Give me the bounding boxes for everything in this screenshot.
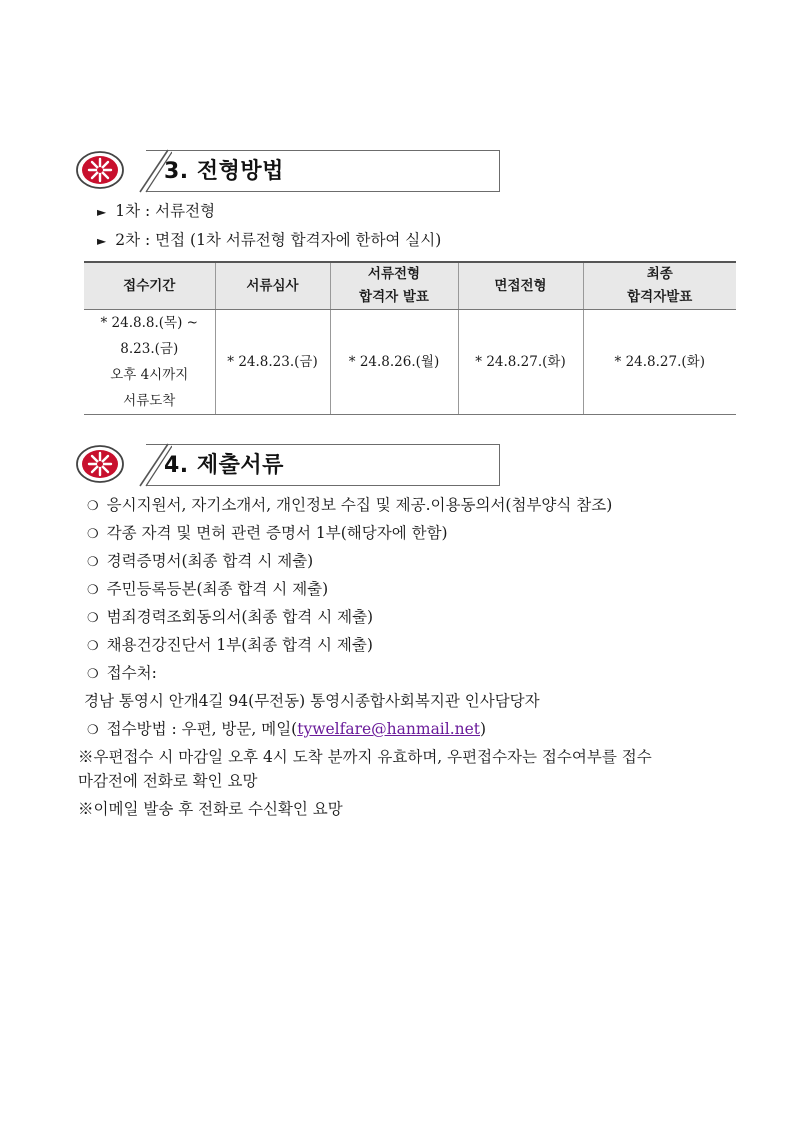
screening-step-1: 1차 : 서류전형: [115, 202, 216, 220]
document-item: 채용건강진단서 1부(최종 합격 시 제출): [106, 636, 373, 654]
list-item: [87, 661, 157, 683]
postal-note-line-1: ※우편접수 시 마감일 오후 4시 도착 분까지 유효하며, 우편접수자는 접수여부를 접수: [78, 748, 652, 766]
document-item: 접수처:: [106, 664, 157, 682]
email-link[interactable]: tywelfare@hanmail.net: [297, 720, 481, 738]
hollow-circle-icon: ❍: [87, 723, 99, 738]
postal-note-line-2: 마감전에 전화로 확인 요망: [78, 772, 258, 790]
cell-interview: * 24.8.27.(화): [458, 310, 583, 415]
list-item: [87, 717, 486, 739]
receipt-address: 경남 통영시 안개4길 94(무전동) 통영시종합사회복지관 인사담당자: [84, 692, 540, 710]
document-item: 경력증명서(최종 합격 시 제출): [106, 552, 314, 570]
document-item: 응시지원서, 자기소개서, 개인정보 수집 및 제공.이용동의서(첨부양식 참조): [106, 496, 613, 514]
submission-method-label: 접수방법 : 우편, 방문, 메일(: [106, 720, 298, 738]
table-row: [84, 310, 736, 415]
cell-period: * 24.8.8.(목) ~ 8.23.(금) 오후 4시까지 서류도착: [84, 310, 215, 415]
email-note: ※이메일 발송 후 전화로 수신확인 요망: [78, 800, 343, 818]
schedule-table: [84, 261, 736, 415]
hollow-circle-icon: ❍: [87, 527, 99, 542]
hollow-circle-icon: ❍: [87, 667, 99, 682]
header-doc-review: 서류심사: [215, 262, 330, 310]
document-item: 각종 자격 및 면허 관련 증명서 1부(해당자에 한함): [106, 524, 448, 542]
document-item: 주민등록등본(최종 합격 시 제출): [106, 580, 329, 598]
document-item: 범죄경력조회동의서(최종 합격 시 제출): [106, 608, 374, 626]
hollow-circle-icon: ❍: [87, 639, 99, 654]
list-item: [87, 605, 373, 627]
screening-step-2: 2차 : 면접 (1차 서류전형 합격자에 한하여 실시): [115, 231, 442, 249]
hollow-circle-icon: ❍: [87, 583, 99, 598]
table-header-row: [84, 262, 736, 310]
list-item: [87, 577, 328, 599]
right-pointer-icon: ►: [97, 234, 107, 248]
submission-method-close: ): [480, 720, 487, 738]
caritas-cross-icon: [76, 150, 128, 190]
right-pointer-icon: ►: [97, 205, 107, 219]
list-item: [87, 633, 373, 655]
cell-doc-review: * 24.8.23.(금): [215, 310, 330, 415]
header-interview: 면접전형: [458, 262, 583, 310]
hollow-circle-icon: ❍: [87, 555, 99, 570]
header-doc-result: 서류전형 합격자 발표: [330, 262, 458, 310]
caritas-cross-icon: [76, 444, 128, 484]
list-item: [87, 521, 448, 543]
cell-doc-result: * 24.8.26.(월): [330, 310, 458, 415]
cell-final-result: * 24.8.27.(화): [583, 310, 736, 415]
section-3-title: 3. 전형방법: [164, 159, 284, 184]
header-period: 접수기간: [84, 262, 215, 310]
list-item: [97, 199, 215, 221]
hollow-circle-icon: ❍: [87, 611, 99, 626]
header-final-result: 최종 합격자발표: [583, 262, 736, 310]
list-item: [87, 493, 612, 515]
section-4-title: 4. 제출서류: [164, 453, 284, 478]
section-4-header: [76, 444, 500, 486]
hollow-circle-icon: ❍: [87, 499, 99, 514]
list-item: [97, 228, 441, 250]
list-item: [87, 549, 313, 571]
section-3-header: [76, 150, 500, 192]
